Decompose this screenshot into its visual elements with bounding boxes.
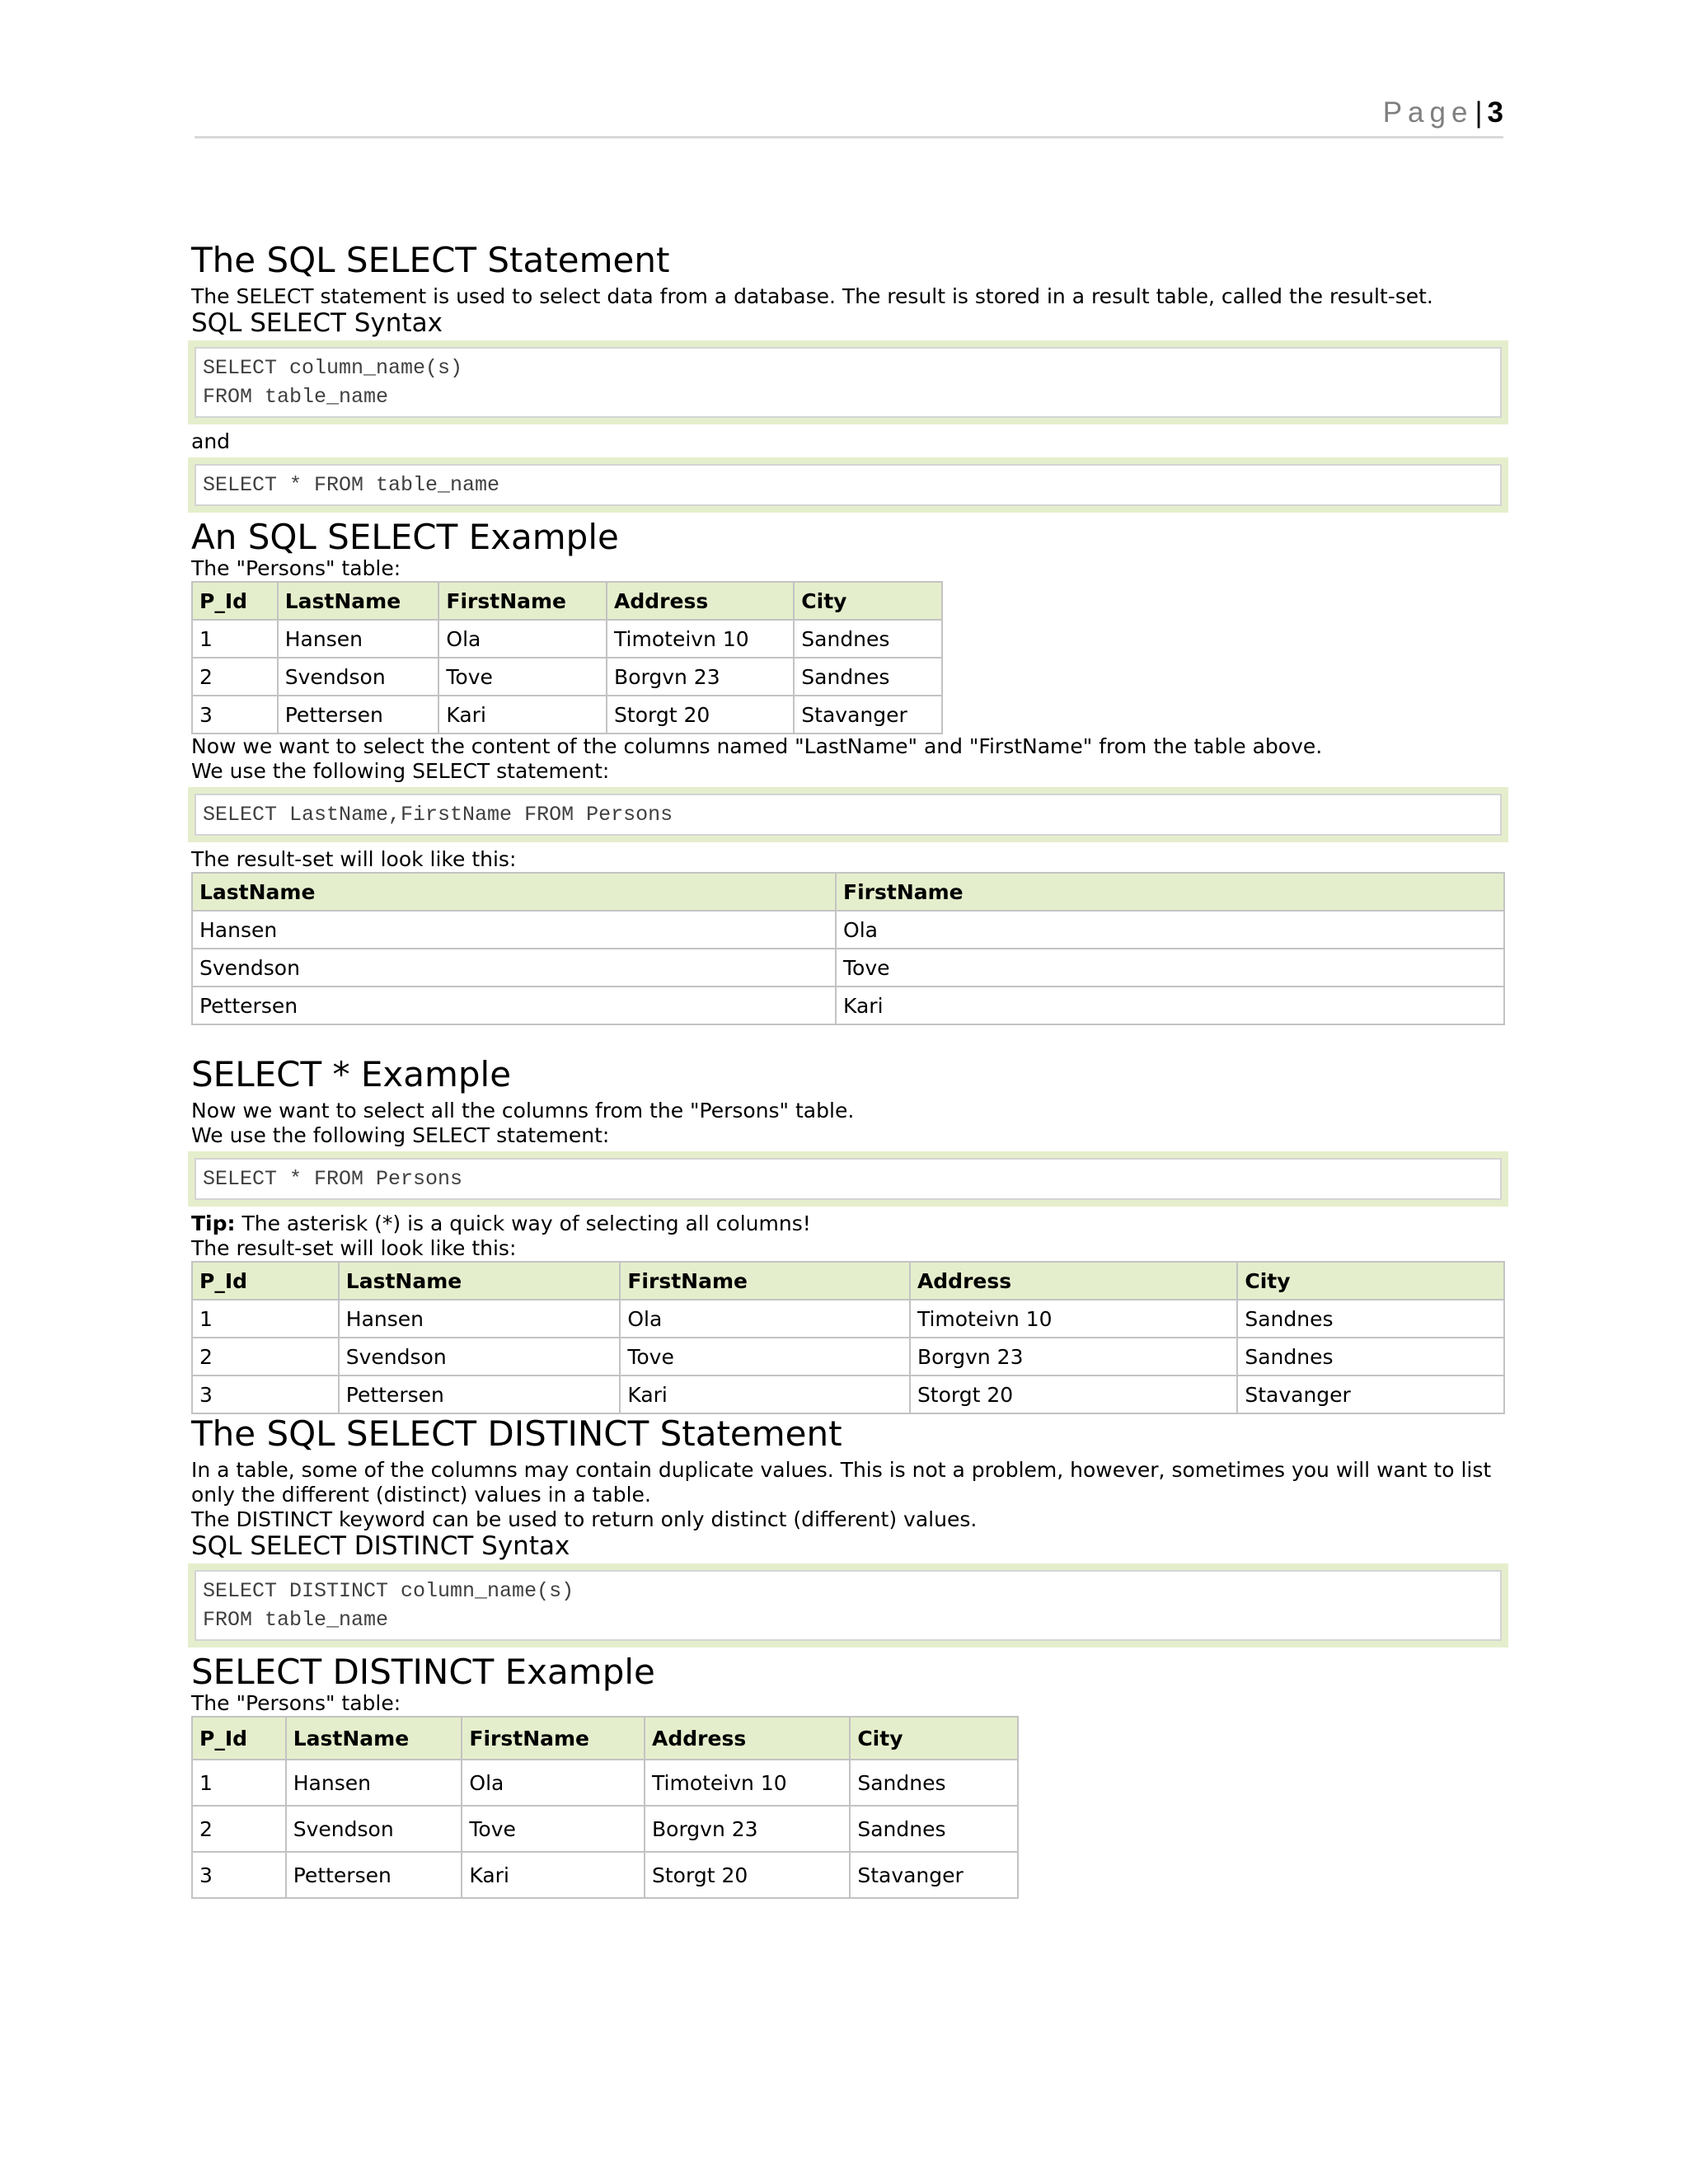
page-separator: | (1475, 96, 1483, 129)
table-cell: 2 (192, 658, 278, 696)
distinct-intro-para: In a table, some of the columns may contain duplicate values. This is not a problem, however, sometimes you will want to list only the different (distinct) values in a table. (191, 1458, 1492, 1507)
table-header-cell: P_Id (192, 1717, 286, 1760)
table-cell: 3 (192, 1376, 339, 1413)
table-cell: Hansen (339, 1300, 621, 1338)
table-cell: Sandnes (794, 620, 942, 658)
table-cell: 3 (192, 696, 278, 733)
page-number-value: 3 (1487, 96, 1503, 129)
code-text: SELECT DISTINCT column_name(s) FROM table_name (195, 1570, 1502, 1641)
table-cell: Kari (620, 1376, 910, 1413)
table-cell: Stavanger (1237, 1376, 1504, 1413)
table-cell: Svendson (192, 949, 836, 987)
table-row (192, 1760, 1018, 1806)
tip-label: Tip: (191, 1212, 236, 1236)
table-cell: Pettersen (192, 987, 836, 1024)
table-cell: 1 (192, 620, 278, 658)
code-block-select-syntax (188, 340, 1508, 424)
tip-text: The asterisk (*) is a quick way of selecting all columns! (241, 1212, 811, 1236)
table-cell: 3 (192, 1852, 286, 1898)
table-cell: Ola (462, 1760, 645, 1806)
table-cell: Storgt 20 (910, 1376, 1237, 1413)
table-cell: Timoteivn 10 (607, 620, 794, 658)
table-cell: Ola (438, 620, 607, 658)
select-intro: The SELECT statement is used to select data from a database. The result is stored in a result table, called the result-set. (191, 284, 1433, 309)
table-header-cell: FirstName (620, 1262, 910, 1300)
table-cell: 2 (192, 1338, 339, 1376)
section-title-sql-select-example: An SQL SELECT Example (191, 517, 619, 558)
table-cell: Sandnes (1237, 1300, 1504, 1338)
persons-table-caption: The "Persons" table: (191, 556, 401, 581)
table-header-cell: LastName (339, 1262, 621, 1300)
table-header-cell: FirstName (462, 1717, 645, 1760)
table-cell: Svendson (286, 1806, 462, 1852)
table-cell: 2 (192, 1806, 286, 1852)
section-title-distinct-example: SELECT DISTINCT Example (191, 1652, 655, 1693)
table-header-row (192, 1717, 1018, 1760)
table-cell: Storgt 20 (607, 696, 794, 733)
table-cell: Hansen (278, 620, 439, 658)
select-columns-para: Now we want to select the content of the columns named "LastName" and "FirstName" from the table above. (191, 734, 1323, 759)
table-cell: Tove (620, 1338, 910, 1376)
table-cell: Stavanger (850, 1852, 1018, 1898)
distinct-keyword-para: The DISTINCT keyword can be used to return only distinct (different) values. (191, 1507, 978, 1532)
table-header-cell: City (850, 1717, 1018, 1760)
page-content (191, 241, 1507, 1899)
and-text: and (191, 429, 231, 454)
table-cell: Timoteivn 10 (910, 1300, 1237, 1338)
table-row (192, 620, 942, 658)
code-text: SELECT column_name(s) FROM table_name (195, 347, 1502, 418)
page-header (195, 92, 1503, 138)
table-header-cell: P_Id (192, 1262, 339, 1300)
table-cell: Sandnes (850, 1760, 1018, 1806)
section-title-select-star-example: SELECT * Example (191, 1054, 512, 1095)
table-header-cell: FirstName (438, 582, 607, 620)
select-syntax-heading: SQL SELECT Syntax (191, 308, 443, 339)
result-set-table (191, 872, 1505, 1025)
table-row (192, 1300, 1504, 1338)
code-block-select-lastname-firstname (188, 787, 1508, 842)
table-cell: Sandnes (794, 658, 942, 696)
table-row (192, 1852, 1018, 1898)
table-cell: Sandnes (850, 1806, 1018, 1852)
table-cell: Hansen (192, 911, 836, 949)
code-block-distinct-syntax (188, 1563, 1508, 1647)
table-cell: 1 (192, 1300, 339, 1338)
table-cell: Pettersen (278, 696, 439, 733)
table-cell: Hansen (286, 1760, 462, 1806)
table-cell: Pettersen (339, 1376, 621, 1413)
use-statement-para: We use the following SELECT statement: (191, 1123, 610, 1148)
table-header-cell: Address (910, 1262, 1237, 1300)
table-header-cell: FirstName (836, 873, 1504, 911)
persons-table (191, 581, 943, 734)
persons-table-caption: The "Persons" table: (191, 1691, 401, 1716)
table-cell: Sandnes (1237, 1338, 1504, 1376)
table-cell: Timoteivn 10 (645, 1760, 850, 1806)
distinct-persons-table (191, 1716, 1019, 1899)
table-row (192, 696, 942, 733)
table-cell: Svendson (278, 658, 439, 696)
result-set-caption: The result-set will look like this: (191, 1236, 517, 1261)
table-row (192, 987, 1504, 1024)
distinct-syntax-heading: SQL SELECT DISTINCT Syntax (191, 1531, 570, 1562)
table-row (192, 911, 1504, 949)
table-header-cell: P_Id (192, 582, 278, 620)
select-star-result-table (191, 1261, 1505, 1414)
select-all-para: Now we want to select all the columns from the "Persons" table. (191, 1099, 855, 1123)
code-text: SELECT LastName,FirstName FROM Persons (195, 794, 1502, 836)
table-header-row (192, 582, 942, 620)
page-label: Page (1382, 96, 1474, 129)
use-statement-para: We use the following SELECT statement: (191, 759, 610, 784)
table-header-cell: City (1237, 1262, 1504, 1300)
table-cell: Kari (462, 1852, 645, 1898)
table-header-row (192, 1262, 1504, 1300)
table-header-cell: LastName (286, 1717, 462, 1760)
table-header-row (192, 873, 1504, 911)
table-row (192, 949, 1504, 987)
table-cell: Borgvn 23 (910, 1338, 1237, 1376)
table-cell: Kari (438, 696, 607, 733)
table-cell: Borgvn 23 (645, 1806, 850, 1852)
table-cell: Tove (462, 1806, 645, 1852)
table-cell: 1 (192, 1760, 286, 1806)
code-text: SELECT * FROM table_name (195, 464, 1502, 506)
table-cell: Kari (836, 987, 1504, 1024)
table-cell: Storgt 20 (645, 1852, 850, 1898)
table-row (192, 1376, 1504, 1413)
table-cell: Pettersen (286, 1852, 462, 1898)
tip-para (191, 1212, 1507, 1236)
table-row (192, 1806, 1018, 1852)
table-cell: Tove (836, 949, 1504, 987)
table-cell: Stavanger (794, 696, 942, 733)
table-header-cell: Address (607, 582, 794, 620)
page-number (1383, 96, 1503, 129)
table-header-cell: City (794, 582, 942, 620)
table-cell: Ola (620, 1300, 910, 1338)
result-set-caption: The result-set will look like this: (191, 847, 517, 872)
table-header-cell: Address (645, 1717, 850, 1760)
section-title-select-distinct: The SQL SELECT DISTINCT Statement (191, 1413, 842, 1455)
table-row (192, 1338, 1504, 1376)
code-block-select-star-syntax (188, 457, 1508, 513)
section-title-select: The SQL SELECT Statement (191, 240, 670, 280)
table-cell: Borgvn 23 (607, 658, 794, 696)
code-text: SELECT * FROM Persons (195, 1158, 1502, 1200)
code-block-select-star-persons (188, 1151, 1508, 1207)
table-cell: Svendson (339, 1338, 621, 1376)
table-cell: Tove (438, 658, 607, 696)
table-header-cell: LastName (192, 873, 836, 911)
table-cell: Ola (836, 911, 1504, 949)
table-header-cell: LastName (278, 582, 439, 620)
table-row (192, 658, 942, 696)
